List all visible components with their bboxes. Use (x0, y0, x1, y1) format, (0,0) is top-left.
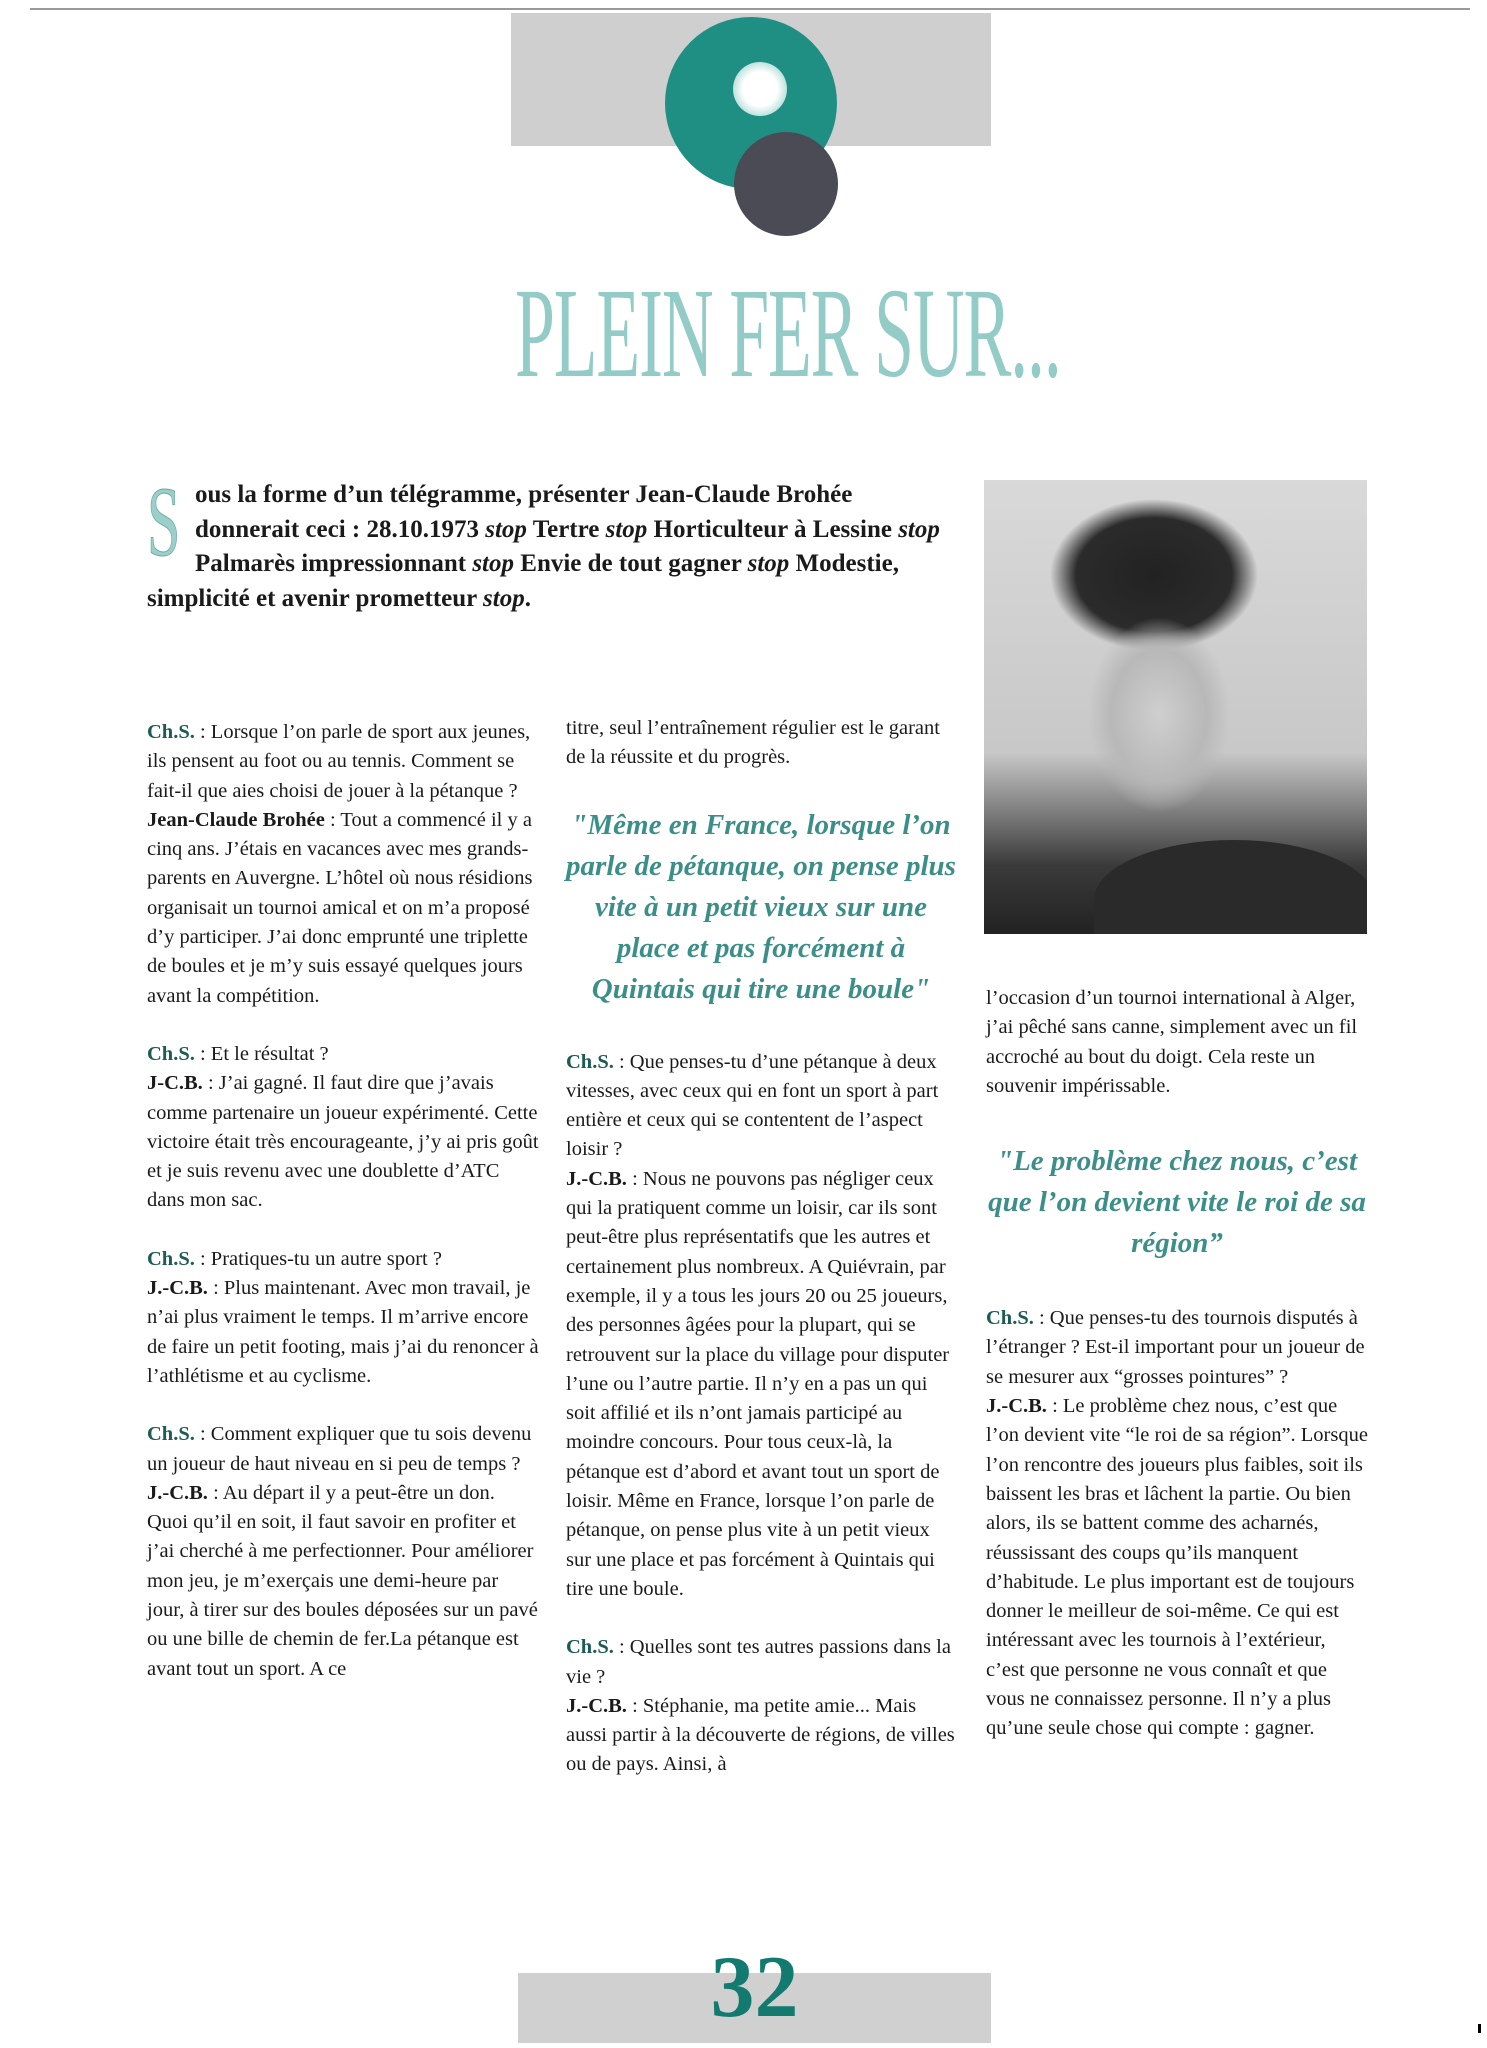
intro-stop-word: stop (747, 550, 790, 577)
answer-text: : J’ai gagné. Il faut dire que j’avais comme partenaire un joueur expérimenté. Cette victoire était très encourageante, j’y ai pris goût et je suis revenu avec une doublette d’ATC dans mon sac. (147, 1072, 539, 1212)
interviewer-label: Ch.S. (147, 721, 195, 743)
answer-text: : Plus maintenant. Avec mon travail, je n’ai plus vraiment le temps. Il m’arrive encore de faire un petit footing, mais j’ai du renoncer à l’athlétisme et au cyclisme. (147, 1277, 539, 1387)
answer-text: : Tout a commencé il y a cinq ans. J’étais en vacances avec mes grands-parents en Auvergne. L’hôtel où nous résidions organisait un tournoi amical et on m’a proposé d’y participer. J’ai donc emprunté une triplette de boules et je m’y suis essayé quelques jours avant la compétition. (147, 808, 533, 1007)
intro-stop-word: stop (485, 515, 527, 543)
answer-text: : Stéphanie, ma petite amie... Mais aussi partir à la découverte de régions, de villes ou de pays. Ainsi, à (566, 1694, 955, 1776)
intro-stop-word: stop (472, 550, 515, 577)
answer-text: : Le problème chez nous, c’est que l’on devient vite “le roi de sa région”. Lorsque l’on rencontre des joueurs plus faibles, soit ils baissent les bras et lâchent la partie. Ou bien alors, ils se battent comme des acharnés, réussissant des coups qu’ils manquent d’habitude. Le plus important est de toujours donner le meilleur de soi-même. Ce qui est intéressant avec les tournois à l’extérieur, c’est que personne ne vous connaît et que vous ne connaissez personne. Il n’y a plus qu’une seule chose qui compte : gagner. (986, 1395, 1368, 1740)
interview-block (147, 1245, 539, 1391)
question-text: : Que penses-tu d’une pétanque à deux vitesses, avec ceux qui en font un sport à part entière et ceux qui se contentent de l’aspect loisir ? (566, 1050, 939, 1161)
interviewee-label: J.-C.B. (566, 1694, 627, 1717)
question-text: : Quelles sont tes autres passions dans la vie ? (566, 1636, 951, 1688)
question-text: : Lorsque l’on parle de sport aux jeunes, ils pensent au foot ou au tennis. Comment se fait-il que aies choisi de jouer à la pétanque ? (147, 721, 531, 802)
column-2-text-top (566, 714, 956, 773)
intro-stop-word: stop (898, 515, 940, 543)
interview-block (986, 984, 1368, 1101)
interview-block (147, 1420, 539, 1684)
interview-block (986, 1304, 1368, 1743)
intro-paragraph (147, 466, 947, 616)
answer-text: : Nous ne pouvons pas négliger ceux qui la pratiquent comme un loisir, car ils sont peut-être plus représentatifs que les autres et certainement plus nombreux. A Quiévrain, par exemple, il y a tous les jours 20 ou 25 joueurs, des personnes âgées pour la plupart, qui se retrouvent sur la place du village pour disputer l’une ou l’autre partie. Il n’y en a pas un qui soit affilié et ils n’ont jamais participé au moindre concours. Pour tous ceux-là, la pétanque est d’abord et avant tout un sport de loisir. Même en France, lorsque l’on parle de pétanque, on pense plus vite à un petit vieux sur une place et pas forcément à Quintais qui tire une boule. (566, 1167, 950, 1600)
pull-quote-1: "Même en France, lorsque l’on parle de pétanque, on pense plus vite à un petit vieux sur une place et pas forcément à Quintais qui tire une boule" (566, 808, 956, 1005)
interviewee-label: Jean-Claude Brohée (147, 808, 325, 831)
portrait-photo (984, 480, 1367, 934)
white-highlight-dot (733, 62, 787, 116)
intro-segment: Modestie, simplicité et avenir prometteur (147, 550, 899, 612)
intro-segment: Envie de tout gagner (514, 550, 748, 577)
column-3-text-top (986, 984, 1368, 1101)
intro-segment: ous la forme d’un télégramme, présenter Jean-Claude Brohée donnerait ceci : 28.10.1973 (195, 481, 853, 543)
interviewer-label: Ch.S. (566, 1636, 614, 1659)
interviewer-label: Ch.S. (986, 1307, 1034, 1330)
intro-segment: Horticulteur à Lessine (647, 515, 899, 543)
column-2 (566, 714, 956, 1780)
interviewee-label: J.-C.B. (566, 1167, 627, 1190)
column-3 (986, 984, 1368, 1744)
question-text: : Et le résultat ? (194, 1042, 329, 1065)
intro-segment: Palmarès impressionnant (195, 550, 473, 577)
interviewee-label: J.-C.B. (986, 1395, 1047, 1418)
question-text: l’occasion d’un tournoi international à Alger, j’ai pêché sans canne, simplement avec un fil accroché au bout du doigt. Cela reste un souvenir impérissable. (986, 987, 1358, 1097)
page-title: PLEIN FER SUR... (515, 262, 1061, 404)
interview-block (147, 718, 539, 1011)
interviewer-label: Ch.S. (566, 1050, 614, 1073)
interview-block (147, 1040, 539, 1216)
photo-shoulders (1094, 840, 1367, 934)
grey-circle-logo (734, 132, 838, 236)
interview-block (566, 714, 956, 773)
interview-block (566, 1048, 956, 1605)
column-3-text-bottom (986, 1304, 1368, 1743)
intro-segment: . (524, 584, 531, 612)
interviewer-label: Ch.S. (147, 1042, 195, 1065)
interviewer-label: Ch.S. (147, 1247, 195, 1270)
page-number: 32 (710, 1939, 799, 2036)
scan-mark (1478, 2024, 1481, 2033)
top-rule (30, 8, 1470, 10)
interviewee-label: J-C.B. (147, 1072, 203, 1095)
question-text: : Comment expliquer que tu sois devenu un joueur de haut niveau en si peu de temps ? (147, 1423, 532, 1475)
answer-text: : Au départ il y a peut-être un don. Quoi qu’il en soit, il faut savoir en profiter et j’ai cherché à me perfectionner. Pour améliorer mon jeu, je m’exerçais une demi-heure par jour, à tirer sur des boules déposées sur un pavé ou une bille de chemin de fer.La pétanque est avant tout un sport. A ce (147, 1481, 538, 1680)
interviewee-label: J.-C.B. (147, 1277, 208, 1300)
drop-cap: S (147, 466, 181, 577)
intro-stop-word: stop (605, 515, 648, 543)
question-text: titre, seul l’entraînement régulier est le garant de la réussite et du progrès. (566, 717, 940, 769)
pull-quote-2: "Le problème chez nous, c’est que l’on devient vite le roi de sa région” (988, 1145, 1366, 1260)
column-1-text (147, 718, 539, 1684)
question-text: : Que penses-tu des tournois disputés à l’étranger ? Est-il important pour un joueur de se mesurer aux “grosses pointures” ? (986, 1307, 1365, 1388)
interview-block (566, 1633, 956, 1779)
intro-segment: Tertre (526, 515, 606, 543)
column-2-text-bottom (566, 1048, 956, 1780)
intro-text (147, 466, 940, 612)
column-1 (147, 718, 539, 1684)
intro-stop-word: stop (483, 584, 525, 612)
question-text: : Pratiques-tu un autre sport ? (194, 1247, 442, 1270)
interviewer-label: Ch.S. (147, 1423, 195, 1446)
interviewee-label: J.-C.B. (147, 1481, 208, 1504)
